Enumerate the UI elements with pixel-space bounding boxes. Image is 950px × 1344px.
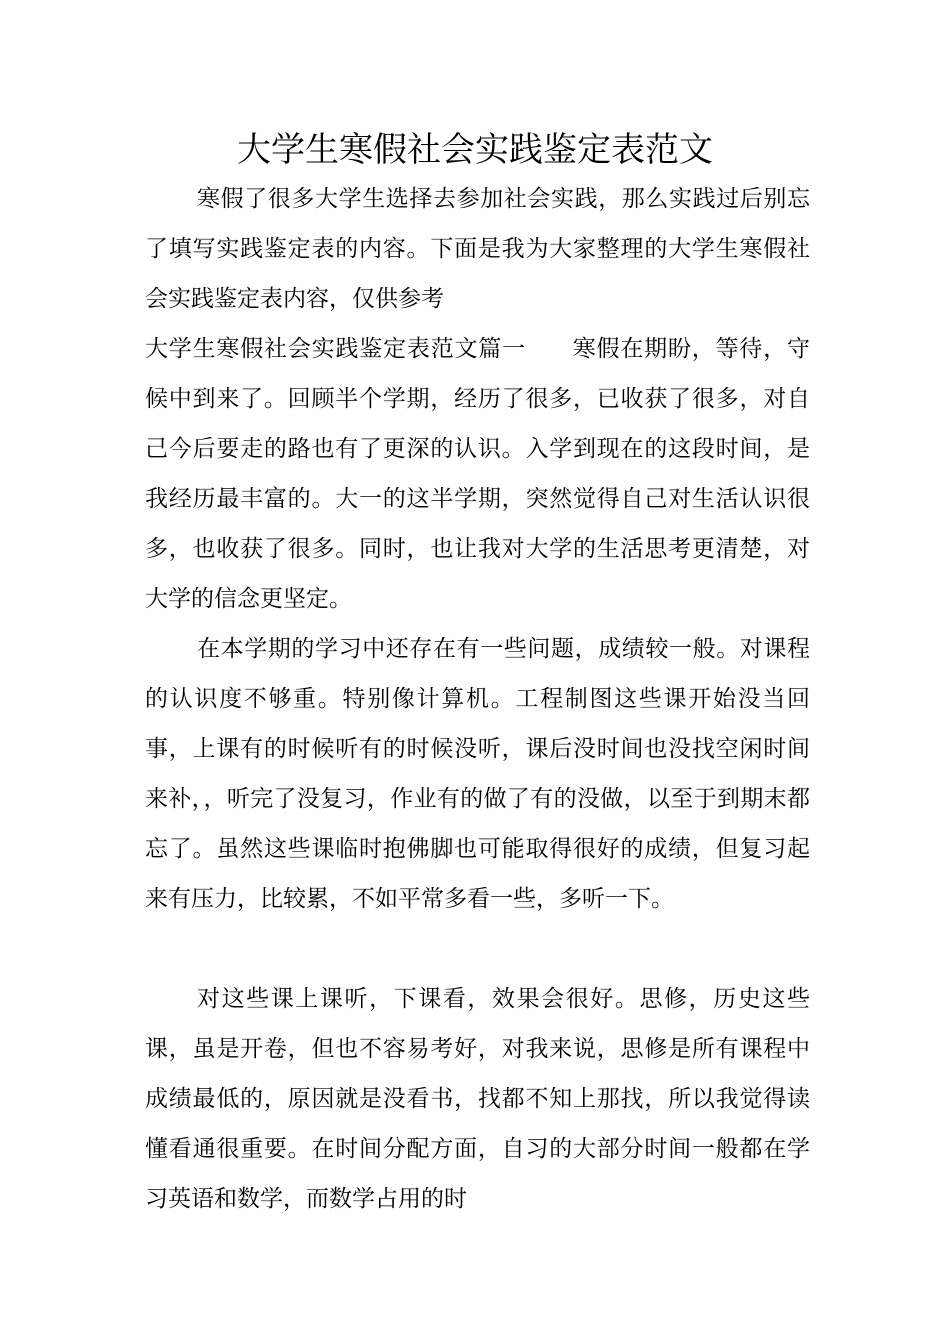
intro-paragraph: 寒假了很多大学生选择去参加社会实践，那么实践过后别忘了填写实践鉴定表的内容。下面是我为大家整理的大学生寒假社会实践鉴定表内容，仅供参考 xyxy=(145,186,810,312)
section1-paragraph xyxy=(145,324,810,624)
section1-heading: 大学生寒假社会实践鉴定表范文篇一 xyxy=(145,336,526,362)
paragraph-3: 对这些课上课听，下课看，效果会很好。思修，历史这些课，虽是开卷，但也不容易考好，对我来说，思修是所有课程中成绩最低的，原因就是没看书，找都不知上那找，所以我觉得读懂看通很重要。在时间分配方面，自习的大部分时间一般都在学习英语和数学，而数学占用的时 xyxy=(145,986,810,1212)
section1-text: 寒假在期盼，等待，守候中到来了。回顾半个学期，经历了很多，已收获了很多，对自己今后要走的路也有了更深的认识。入学到现在的这段时间，是我经历最丰富的。大一的这半学期，突然觉得自己对生活认识很多，也收获了很多。同时，也让我对大学的生活思考更清楚，对大学的信念更坚定。 xyxy=(145,336,811,612)
paragraph-2: 在本学期的学习中还存在有一些问题，成绩较一般。对课程的认识度不够重。特别像计算机。工程制图这些课开始没当回事，上课有的时候听有的时候没听，课后没时间也没找空闲时间来补，，听完了没复习，作业有的做了有的没做，以至于到期末都忘了。虽然这些课临时抱佛脚也可能取得很好的成绩，但复习起来有压力，比较累，不如平常多看一些，多听一下。 xyxy=(145,636,810,912)
document-title: 大学生寒假社会实践鉴定表范文 xyxy=(237,130,713,170)
